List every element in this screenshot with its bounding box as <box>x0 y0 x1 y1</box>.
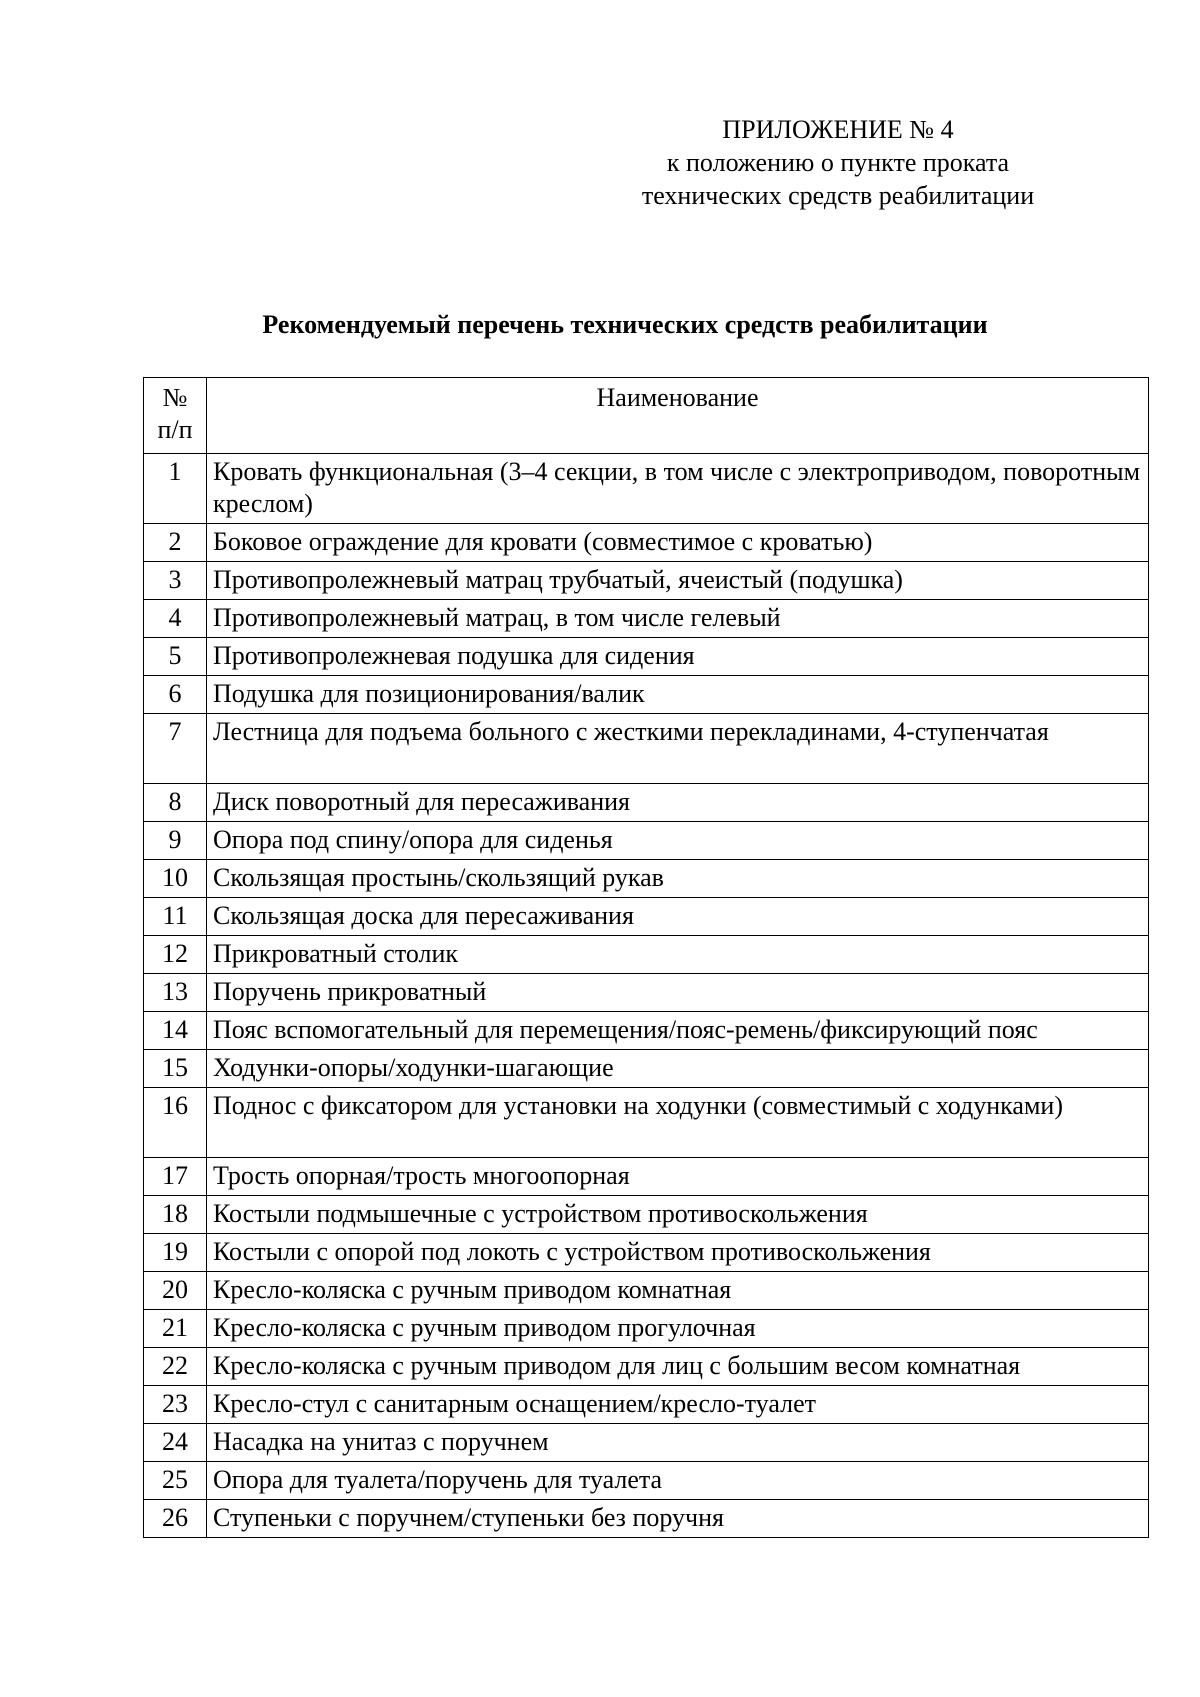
row-item-name: Ступеньки с поручнем/ступеньки без поручня <box>207 1500 1149 1538</box>
row-number: 2 <box>144 524 207 562</box>
table-row <box>144 974 1149 1012</box>
column-header-number <box>144 378 207 454</box>
row-item-name: Противопролежневый матрац, в том числе гелевый <box>207 600 1149 638</box>
row-number: 3 <box>144 562 207 600</box>
row-item-name: Кресло-коляска с ручным приводом комнатная <box>207 1272 1149 1310</box>
row-number: 25 <box>144 1462 207 1500</box>
table-row <box>144 1386 1149 1424</box>
table-row <box>144 1272 1149 1310</box>
row-item-name: Поручень прикроватный <box>207 974 1149 1012</box>
column-header-name-label: Наименование <box>596 383 759 412</box>
column-header-number-line1: № <box>162 383 188 412</box>
row-item-name: Костыли с опорой под локоть с устройством противоскольжения <box>207 1234 1149 1272</box>
appendix-reference-line2: технических средств реабилитации <box>641 181 1035 210</box>
row-item-name: Трость опорная/трость многоопорная <box>207 1158 1149 1196</box>
row-item-name: Поднос с фиксатором для установки на ходунки (совместимый с ходунками) <box>207 1088 1149 1158</box>
table-row <box>144 860 1149 898</box>
row-number: 18 <box>144 1196 207 1234</box>
row-item-name: Скользящая простынь/скользящий рукав <box>207 860 1149 898</box>
row-number: 8 <box>144 784 207 822</box>
table-row <box>144 822 1149 860</box>
row-item-name: Скользящая доска для пересаживания <box>207 898 1149 936</box>
row-item-name: Опора для туалета/поручень для туалета <box>207 1462 1149 1500</box>
table-row <box>144 1500 1149 1538</box>
row-item-name: Кресло-коляска с ручным приводом прогулочная <box>207 1310 1149 1348</box>
row-number: 10 <box>144 860 207 898</box>
document-title: Рекомендуемый перечень технических средств реабилитации <box>262 310 988 339</box>
table-row <box>144 524 1149 562</box>
table-row <box>144 676 1149 714</box>
table-row <box>144 1310 1149 1348</box>
row-item-name: Противопролежневый матрац трубчатый, ячеистый (подушка) <box>207 562 1149 600</box>
row-item-name: Кресло-стул с санитарным оснащением/кресло-туалет <box>207 1386 1149 1424</box>
row-item-name: Противопролежневая подушка для сидения <box>207 638 1149 676</box>
table-row <box>144 454 1149 524</box>
row-number: 21 <box>144 1310 207 1348</box>
table-row <box>144 1158 1149 1196</box>
table-row <box>144 638 1149 676</box>
column-header-name <box>207 378 1149 454</box>
row-number: 16 <box>144 1088 207 1158</box>
row-item-name: Лестница для подъема больного с жесткими перекладинами, 4-ступенчатая <box>207 714 1149 784</box>
row-item-name: Боковое ограждение для кровати (совместимое с кроватью) <box>207 524 1149 562</box>
row-item-name: Кровать функциональная (3–4 секции, в том числе с электроприводом, поворотным креслом) <box>207 454 1149 524</box>
row-number: 26 <box>144 1500 207 1538</box>
column-header-number-line2: п/п <box>157 415 193 444</box>
row-number: 15 <box>144 1050 207 1088</box>
table-row <box>144 600 1149 638</box>
row-number: 11 <box>144 898 207 936</box>
row-number: 19 <box>144 1234 207 1272</box>
appendix-reference-line1: к положению о пункте проката <box>666 148 1010 177</box>
appendix-header <box>558 113 1118 212</box>
row-item-name: Кресло-коляска с ручным приводом для лиц с большим весом комнатная <box>207 1348 1149 1386</box>
row-number: 9 <box>144 822 207 860</box>
table-row <box>144 1196 1149 1234</box>
row-number: 14 <box>144 1012 207 1050</box>
table-row <box>144 1234 1149 1272</box>
table-row <box>144 784 1149 822</box>
table-row <box>144 1050 1149 1088</box>
row-number: 13 <box>144 974 207 1012</box>
row-number: 22 <box>144 1348 207 1386</box>
table-row <box>144 1348 1149 1386</box>
row-item-name: Насадка на унитаз с поручнем <box>207 1424 1149 1462</box>
row-number: 24 <box>144 1424 207 1462</box>
row-number: 12 <box>144 936 207 974</box>
table-row <box>144 1012 1149 1050</box>
row-number: 7 <box>144 714 207 784</box>
table-row <box>144 1088 1149 1158</box>
row-item-name: Пояс вспомогательный для перемещения/пояс-ремень/фиксирующий пояс <box>207 1012 1149 1050</box>
row-number: 6 <box>144 676 207 714</box>
row-item-name: Костыли подмышечные с устройством противоскольжения <box>207 1196 1149 1234</box>
row-item-name: Прикроватный столик <box>207 936 1149 974</box>
row-number: 20 <box>144 1272 207 1310</box>
row-number: 17 <box>144 1158 207 1196</box>
row-number: 5 <box>144 638 207 676</box>
row-number: 1 <box>144 454 207 524</box>
row-number: 23 <box>144 1386 207 1424</box>
row-item-name: Ходунки-опоры/ходунки-шагающие <box>207 1050 1149 1088</box>
items-table <box>143 377 1149 1538</box>
table-row <box>144 898 1149 936</box>
row-number: 4 <box>144 600 207 638</box>
row-item-name: Подушка для позиционирования/валик <box>207 676 1149 714</box>
table-row <box>144 562 1149 600</box>
row-item-name: Опора под спину/опора для сиденья <box>207 822 1149 860</box>
table-row <box>144 714 1149 784</box>
table-row <box>144 936 1149 974</box>
table-row <box>144 1462 1149 1500</box>
table-header-row <box>144 378 1149 454</box>
row-item-name: Диск поворотный для пересаживания <box>207 784 1149 822</box>
table-body <box>144 454 1149 1538</box>
appendix-number: ПРИЛОЖЕНИЕ № 4 <box>722 115 954 144</box>
table-row <box>144 1424 1149 1462</box>
